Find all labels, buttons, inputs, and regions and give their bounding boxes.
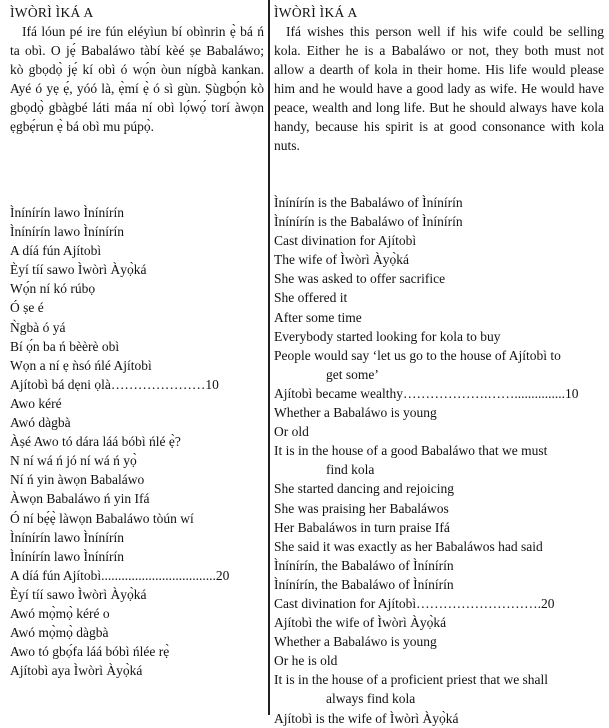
- yoruba-verse-line: A díá fún Ajítobì..................................20: [10, 567, 230, 583]
- english-verse-line: [274, 403, 606, 422]
- english-verse-line: [274, 613, 606, 632]
- english-verse-line: [274, 651, 606, 670]
- english-verse-text: She started dancing and rejoicing: [274, 481, 454, 497]
- english-verse-line: [274, 575, 606, 594]
- yoruba-verse-line: Èyí tíí sawo Ìwòrì Àyọ̀ká: [10, 262, 147, 278]
- english-verse-list: [274, 193, 606, 728]
- english-verse-text: Everybody started looking for kola to buy: [274, 328, 501, 344]
- english-verse-text: Ìnínírín, the Babaláwo of Ìnínírín: [274, 557, 454, 573]
- yoruba-verse-line: Awó dàgbà: [10, 415, 71, 431]
- column-divider: [268, 0, 270, 715]
- yoruba-verse-line: Ìnínírín lawo Ìnínírín: [10, 548, 124, 564]
- english-verse-line: [274, 384, 606, 403]
- yoruba-verse-line: Èyí tíí sawo Ìwòrì Àyọ̀ká: [10, 586, 147, 602]
- english-verse-text: She was asked to offer sacrifice: [274, 271, 446, 287]
- yoruba-paragraph: Ifá lóun pé ire fún eléyìun bí obìnrin ẹ̀ bá ń ta obì. O jẹ́ Babaláwo tàbí kèé ṣe Babaláwo; kò gbọdọ̀ jẹ́ kí obì ó wọ́n òun nígbà kankan. Ayé ó yẹ ẹ́, yóó là, ẹ̀mí ẹ̀ ó sì gùn. Ṣùgbọ́n kò gbọdọ̀ gbàgbé láti máa ní obì lọ́wọ́ torí àwọn ẹgbẹ́run ẹ̀ bá obì mu púpọ̀.: [10, 24, 264, 134]
- yoruba-verse-line: Ǹgbà ó yá: [10, 319, 66, 335]
- english-verse-text: Ìnínírín is the Babaláwo of Ìnínírín: [274, 195, 463, 210]
- yoruba-verse-line: A díá fún Ajítobì: [10, 243, 102, 259]
- yoruba-verse-line: Bí ọ́n ba ń bèèrè obì: [10, 338, 120, 354]
- english-verse-text: Ìnínírín, the Babaláwo of Ìnínírín: [274, 576, 454, 592]
- english-verse-line: [274, 518, 606, 537]
- yoruba-column: [10, 4, 264, 136]
- english-verse-text: Cast divination for Ajítobì: [274, 233, 417, 249]
- yoruba-verse-line: Ajítobì aya Ìwòrì Àyọ̀ká: [10, 663, 143, 679]
- english-verse-text: Ajítobì became wealthy……………….……...............10: [274, 385, 579, 401]
- english-verse-line: [274, 250, 606, 269]
- english-verse-text: Whether a Babaláwo is young: [274, 634, 437, 650]
- yoruba-verse-line: N ní wá ń jó ní wá ń yọ̀: [10, 453, 137, 469]
- yoruba-verse-list: [10, 203, 264, 680]
- english-verse-line: [274, 499, 606, 518]
- english-verse-line: [274, 556, 606, 575]
- yoruba-verse-line: Ní ń yin àwọn Babaláwo: [10, 472, 145, 488]
- english-verse-line: [274, 193, 606, 212]
- english-verse-line: [274, 212, 606, 231]
- yoruba-verse-line: Wọ́n ní kó rúbọ: [10, 281, 96, 297]
- english-verse-text: Whether a Babaláwo is young: [274, 405, 437, 421]
- english-verse-line: [274, 594, 606, 613]
- yoruba-verse-line: Wọn a ní ẹ ǹsó ńlé Ajítobì: [10, 357, 152, 373]
- english-verse-line: [274, 670, 606, 708]
- yoruba-verse-line: Ìnínírín lawo Ìnínírín: [10, 205, 124, 220]
- yoruba-verse-line: Ìnínírín lawo Ìnínírín: [10, 529, 124, 545]
- english-verse-line: [274, 422, 606, 441]
- english-verse-line: [274, 632, 606, 651]
- english-heading: ÌWÒRÌ ÌKÁ A: [274, 5, 358, 20]
- english-verse-text: She offered it: [274, 290, 348, 306]
- english-verse-line: [274, 709, 606, 728]
- english-verse-line: [274, 269, 606, 288]
- yoruba-verse-line: Awo tó gbọ́fa láá bóbì ńlée rẹ̀: [10, 644, 170, 660]
- english-verse-line: [274, 327, 606, 346]
- english-verse-text: Or old: [274, 424, 309, 440]
- english-verse-line: [274, 537, 606, 556]
- yoruba-verse-line: Ó ní bẹ́ẹ̀ làwọn Babaláwo tòún wí: [10, 510, 194, 526]
- english-verse-line: [274, 479, 606, 498]
- english-verse-text: Ìnínírín is the Babaláwo of Ìnínírín: [274, 214, 463, 230]
- yoruba-verse-line: Awó mọ̀mọ̀ kéré o: [10, 605, 110, 621]
- english-verse-continuation: find kola: [326, 462, 375, 478]
- english-verse-text: She was praising her Babaláwos: [274, 500, 449, 516]
- english-verse-line: [274, 441, 606, 479]
- english-verse-line: [274, 288, 606, 307]
- english-verse-text: She said it was exactly as her Babaláwos had said: [274, 538, 543, 554]
- yoruba-verse-line: Àwọn Babaláwo ń yin Ifá: [10, 491, 150, 507]
- english-verse-text: People would say ‘let us go to the house of Ajítobì to: [274, 347, 561, 363]
- yoruba-verse-line: Ó ṣe é: [10, 300, 44, 316]
- english-verse-line: [274, 308, 606, 327]
- yoruba-heading: ÌWÒRÌ ÌKÁ A: [10, 5, 94, 20]
- english-verse-line: [274, 346, 606, 384]
- english-verse-text: Ajítobì is the wife of Ìwòrì Àyọ̀ká: [274, 710, 459, 726]
- english-verse-text: Ajítobì the wife of Ìwòrì Àyọ̀ká: [274, 615, 447, 631]
- english-paragraph: Ifá wishes this person well if his wife could be selling kola. Either he is a Babaláwo or not, they both must not allow a dearth of kola in their home. His life would please him and he would have a good lady as wife. He would have peace, wealth and long life. But he should always have kola handy, because his spirit is at good consonance with kola nuts.: [274, 24, 604, 153]
- yoruba-verse-line: Awo kéré: [10, 395, 62, 411]
- yoruba-verse-line: Ìnínírín lawo Ìnínírín: [10, 224, 124, 240]
- english-verse-text: After some time: [274, 309, 362, 325]
- english-verse-line: [274, 231, 606, 250]
- english-verse-text: It is in the house of a proficient priest that we shall: [274, 672, 549, 688]
- english-verse-text: Cast divination for Ajítobì……………………….20: [274, 595, 555, 611]
- english-verse-continuation: get some’: [326, 366, 379, 382]
- english-verse-text: It is in the house of a good Babaláwo that we must: [274, 443, 548, 459]
- english-verse-text: Her Babaláwos in turn praise Ifá: [274, 519, 450, 535]
- yoruba-verse-line: Àṣé Awo tó dára láá bóbì ńlé ẹ̀?: [10, 434, 181, 450]
- english-verse-continuation: always find kola: [326, 691, 416, 707]
- english-verse-text: Or he is old: [274, 653, 338, 669]
- yoruba-verse-line: Awó mọ̀mọ̀ dàgbà: [10, 625, 109, 641]
- english-verse-text: The wife of Ìwòrì Àyọ̀ká: [274, 252, 409, 268]
- english-column: [274, 4, 604, 155]
- yoruba-verse-line: Ajítobì bá dẹni ọlà…………………10: [10, 376, 219, 392]
